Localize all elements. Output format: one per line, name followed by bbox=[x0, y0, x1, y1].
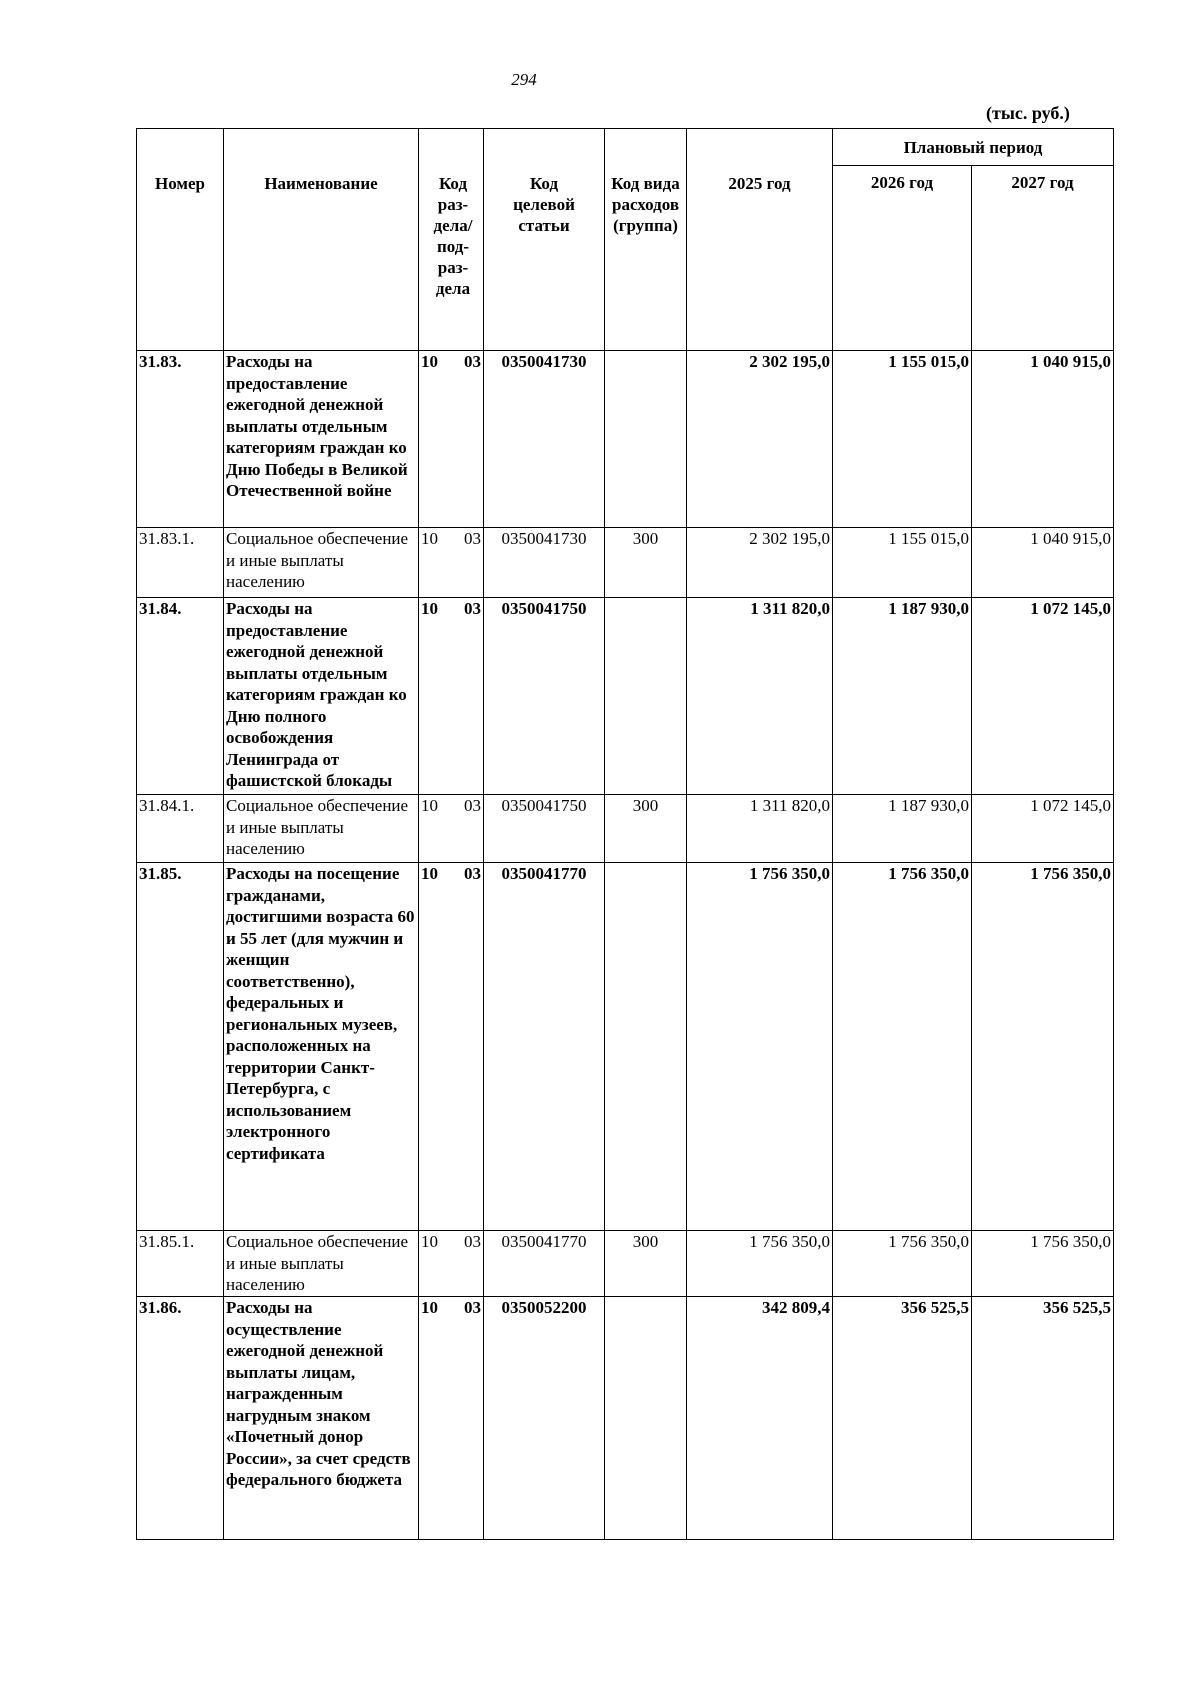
row-amount-2026: 1 187 930,0 bbox=[833, 795, 972, 863]
row-number: 31.85.1. bbox=[137, 1231, 224, 1297]
row-name: Расходы на предоставление ежегодной денежной выплаты отдельным категориям граждан ко Дню Победы в Великой Отечественной войне bbox=[224, 351, 419, 528]
row-amount-2027: 1 040 915,0 bbox=[972, 528, 1114, 598]
table-row bbox=[137, 1231, 1114, 1297]
table-header-row bbox=[137, 129, 1114, 166]
row-amount-2025: 2 302 195,0 bbox=[687, 528, 833, 598]
row-section: 10 bbox=[421, 529, 438, 548]
row-expense-type: 300 bbox=[605, 528, 687, 598]
row-amount-2027: 1 072 145,0 bbox=[972, 795, 1114, 863]
row-expense-type: 300 bbox=[605, 795, 687, 863]
row-section-code bbox=[419, 863, 484, 1231]
row-number: 31.84. bbox=[137, 598, 224, 795]
row-section: 10 bbox=[421, 864, 438, 883]
row-expense-type bbox=[605, 351, 687, 528]
row-amount-2025: 342 809,4 bbox=[687, 1297, 833, 1540]
row-amount-2027: 1 756 350,0 bbox=[972, 863, 1114, 1231]
row-amount-2027: 356 525,5 bbox=[972, 1297, 1114, 1540]
row-number: 31.86. bbox=[137, 1297, 224, 1540]
units-label: (тыс. руб.) bbox=[986, 103, 1070, 123]
row-target-code: 0350041770 bbox=[484, 863, 605, 1231]
table-row bbox=[137, 795, 1114, 863]
row-amount-2026: 356 525,5 bbox=[833, 1297, 972, 1540]
row-section: 10 bbox=[421, 599, 438, 618]
row-subsection: 03 bbox=[464, 529, 481, 548]
table-row bbox=[137, 1297, 1114, 1540]
row-number: 31.85. bbox=[137, 863, 224, 1231]
row-target-code: 0350041750 bbox=[484, 598, 605, 795]
row-subsection: 03 bbox=[464, 1298, 481, 1317]
row-name: Расходы на посещение гражданами, достигшими возраста 60 и 55 лет (для мужчин и женщин соответственно), федеральных и региональных музеев, расположенных на территории Санкт-Петербурга, с использованием электронного сертификата bbox=[224, 863, 419, 1231]
row-section: 10 bbox=[421, 1232, 438, 1251]
row-section-code bbox=[419, 1297, 484, 1540]
row-amount-2025: 1 756 350,0 bbox=[687, 863, 833, 1231]
row-section-code bbox=[419, 528, 484, 598]
header-target-code: Код целевой статьи bbox=[484, 129, 605, 351]
row-target-code: 0350052200 bbox=[484, 1297, 605, 1540]
table-row bbox=[137, 598, 1114, 795]
row-name: Расходы на осуществление ежегодной денежной выплаты лицам, награжденным нагрудным знаком «Почетный донор России», за счет средств федерального бюджета bbox=[224, 1297, 419, 1540]
header-expense-type-code: Код вида расходов (группа) bbox=[605, 129, 687, 351]
page-number: 294 bbox=[511, 70, 537, 89]
row-name: Социальное обеспечение и иные выплаты населению bbox=[224, 528, 419, 598]
row-amount-2025: 2 302 195,0 bbox=[687, 351, 833, 528]
row-subsection: 03 bbox=[464, 864, 481, 883]
row-target-code: 0350041730 bbox=[484, 351, 605, 528]
row-amount-2025: 1 311 820,0 bbox=[687, 598, 833, 795]
row-section: 10 bbox=[421, 796, 438, 815]
row-expense-type: 300 bbox=[605, 1231, 687, 1297]
row-section-code bbox=[419, 598, 484, 795]
header-section-code: Код раз-дела/ под-раз-дела bbox=[419, 129, 484, 351]
row-number: 31.83.1. bbox=[137, 528, 224, 598]
row-number: 31.83. bbox=[137, 351, 224, 528]
row-subsection: 03 bbox=[464, 796, 481, 815]
row-amount-2027: 1 040 915,0 bbox=[972, 351, 1114, 528]
header-name: Наименование bbox=[224, 129, 419, 351]
budget-table bbox=[136, 128, 1114, 1540]
header-year-2027: 2027 год bbox=[972, 166, 1114, 351]
row-target-code: 0350041750 bbox=[484, 795, 605, 863]
header-number: Номер bbox=[137, 129, 224, 351]
table-row bbox=[137, 528, 1114, 598]
row-amount-2025: 1 756 350,0 bbox=[687, 1231, 833, 1297]
row-expense-type bbox=[605, 598, 687, 795]
row-section: 10 bbox=[421, 352, 438, 371]
row-subsection: 03 bbox=[464, 352, 481, 371]
row-amount-2026: 1 187 930,0 bbox=[833, 598, 972, 795]
row-subsection: 03 bbox=[464, 599, 481, 618]
row-section-code bbox=[419, 1231, 484, 1297]
row-section-code bbox=[419, 795, 484, 863]
header-planning-period: Плановый период bbox=[833, 129, 1114, 166]
row-section-code bbox=[419, 351, 484, 528]
row-expense-type bbox=[605, 863, 687, 1231]
row-name: Расходы на предоставление ежегодной денежной выплаты отдельным категориям граждан ко Дню полного освобождения Ленинграда от фашистской блокады bbox=[224, 598, 419, 795]
table-row bbox=[137, 863, 1114, 1231]
row-subsection: 03 bbox=[464, 1232, 481, 1251]
row-name: Социальное обеспечение и иные выплаты населению bbox=[224, 795, 419, 863]
row-expense-type bbox=[605, 1297, 687, 1540]
row-target-code: 0350041730 bbox=[484, 528, 605, 598]
row-amount-2026: 1 756 350,0 bbox=[833, 863, 972, 1231]
header-year-2026: 2026 год bbox=[833, 166, 972, 351]
table-row bbox=[137, 351, 1114, 528]
row-amount-2027: 1 756 350,0 bbox=[972, 1231, 1114, 1297]
row-amount-2027: 1 072 145,0 bbox=[972, 598, 1114, 795]
row-name: Социальное обеспечение и иные выплаты населению bbox=[224, 1231, 419, 1297]
header-year-2025: 2025 год bbox=[687, 129, 833, 351]
row-amount-2025: 1 311 820,0 bbox=[687, 795, 833, 863]
row-section: 10 bbox=[421, 1298, 438, 1317]
row-amount-2026: 1 756 350,0 bbox=[833, 1231, 972, 1297]
row-target-code: 0350041770 bbox=[484, 1231, 605, 1297]
row-amount-2026: 1 155 015,0 bbox=[833, 351, 972, 528]
row-amount-2026: 1 155 015,0 bbox=[833, 528, 972, 598]
row-number: 31.84.1. bbox=[137, 795, 224, 863]
